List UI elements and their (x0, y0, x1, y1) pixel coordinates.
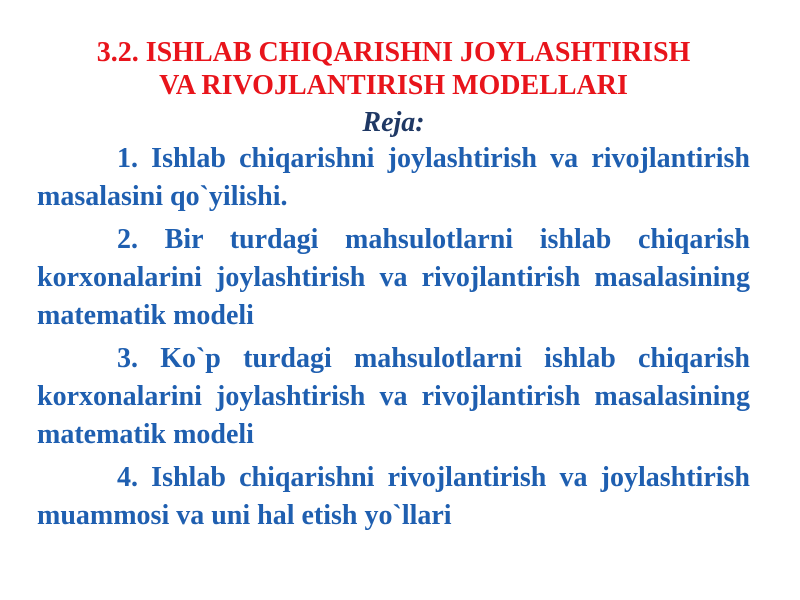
plan-list (37, 140, 750, 535)
plan-item-2: 2. Bir turdagi mahsulotlarni ishlab chiqarish korxonalarini joylashtirish va rivojlantirish masalasining matematik modeli (37, 224, 750, 331)
plan-item-3: 3. Ko`p turdagi mahsulotlarni ishlab chiqarish korxonalarini joylashtirish va rivojlantirish masalasining matematik modeli (37, 343, 750, 450)
plan-item-4: 4. Ishlab chiqarishni rivojlantirish va joylashtirish muammosi va uni hal etish yo`llari (37, 462, 750, 531)
title-line-2: VA RIVOJLANTIRISH MODELLARI (159, 70, 628, 101)
plan-heading: Reja: (362, 107, 425, 138)
plan-item-1: 1. Ishlab chiqarishni joylashtirish va rivojlantirish masalasini qo`yilishi. (37, 143, 750, 212)
title-line-1: 3.2. ISHLAB CHIQARISHNI JOYLASHTIRISH (96, 37, 691, 68)
page-title (37, 36, 750, 102)
